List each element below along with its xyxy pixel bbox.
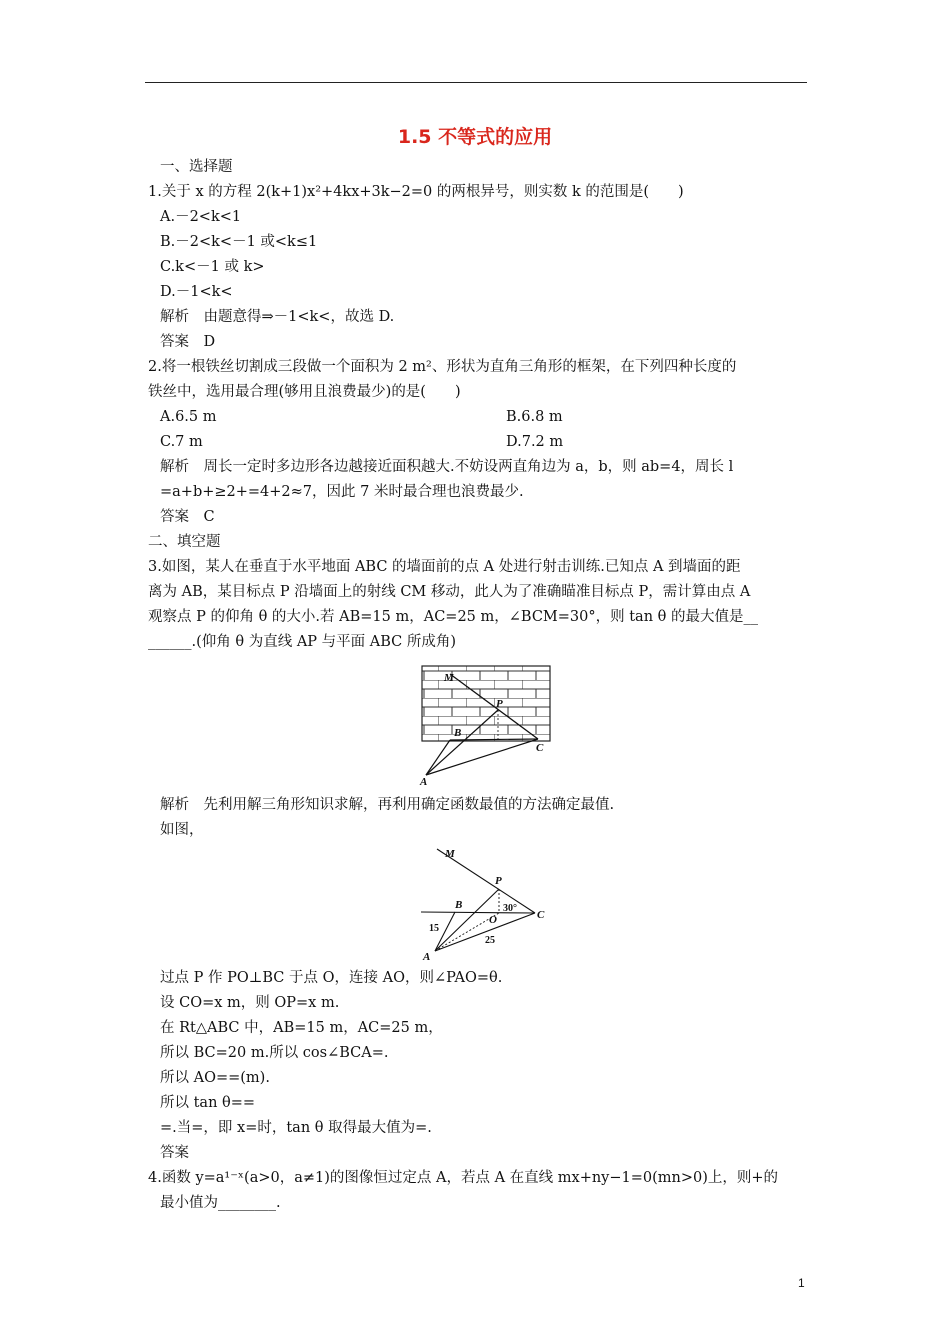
fig2-angle-30: 30° (503, 903, 517, 914)
q3-figure-diagram (415, 843, 555, 965)
fig1-label-a: A (420, 776, 428, 787)
fig2-label-a: A (423, 951, 431, 963)
q3-step6: 所以 tan θ== (160, 1095, 256, 1111)
fig2-label-m: M (445, 848, 455, 860)
q3-step2: 设 CO=x m，则 OP=x m. (160, 995, 340, 1011)
q1-option-c: C.k<－1 或 k> (160, 259, 265, 275)
fig2-label-p: P (495, 875, 502, 887)
fig1-label-m: M (444, 672, 454, 684)
fig1-label-p: P (496, 698, 503, 710)
fig1-label-c: C (536, 742, 544, 754)
q3-stem-line1: 3.如图，某人在垂直于水平地面 ABC 的墙面前的点 A 处进行射击训练.已知点 A 到墙面的距 (148, 559, 741, 575)
q3-analysis: 解析 先利用解三角形知识求解，再利用确定函数最值的方法确定最值. (160, 797, 615, 813)
q3-step1: 过点 P 作 PO⊥BC 于点 O，连接 AO，则∠PAO=θ. (160, 970, 503, 986)
q3-figure-wall (410, 662, 560, 787)
q4-stem-line2: 最小值为________. (160, 1195, 281, 1211)
q4-stem-line1: 4.函数 y=a¹⁻ˣ(a>0，a≠1)的图像恒过定点 A，若点 A 在直线 mx+ny−1=0(mn>0)上，则+的 (148, 1170, 779, 1186)
fig2-label-c: C (537, 909, 545, 921)
q2-analysis-line2: =a+b+≥2+=4+2≈7，因此 7 米时最合理也浪费最少. (160, 484, 524, 500)
q1-option-b: B.－2<k<－1 或<k≤1 (160, 234, 318, 250)
q2-option-a: A.6.5 m (160, 409, 217, 425)
q3-as-shown: 如图， (160, 822, 204, 838)
q3-answer: 答案 (160, 1145, 189, 1161)
q3-step5: 所以 AO==(m). (160, 1070, 270, 1086)
q2-stem-line2: 铁丝中，选用最合理(够用且浪费最少)的是( ) (148, 384, 461, 400)
q2-option-d: D.7.2 m (506, 434, 564, 450)
q2-option-c: C.7 m (160, 434, 203, 450)
q3-step3: 在 Rt△ABC 中，AB=15 m，AC=25 m， (160, 1020, 443, 1036)
q1-option-a: A.－2<k<1 (160, 209, 242, 225)
fig2-label-o: O (489, 914, 497, 926)
q2-answer: 答案 C (160, 509, 215, 525)
section-heading-choice: 一、选择题 (160, 159, 233, 175)
section-heading-fill: 二、填空题 (148, 534, 221, 550)
fig2-label-b: B (455, 899, 463, 911)
q2-stem-line1: 2.将一根铁丝切割成三段做一个面积为 2 m²、形状为直角三角形的框架，在下列四种长度的 (148, 359, 737, 375)
q2-analysis-line1: 解析 周长一定时多边形各边越接近面积越大.不妨设两直角边为 a，b，则 ab=4，周长 l (160, 459, 734, 475)
q3-stem-line2: 离为 AB，某目标点 P 沿墙面上的射线 CM 移动，此人为了准确瞄准目标点 P，需计算由点 A (148, 584, 751, 600)
q1-stem: 1.关于 x 的方程 2(k+1)x²+4kx+3k−2=0 的两根异号，则实数 k 的范围是( ) (148, 184, 684, 200)
q3-stem-line3: 观察点 P 的仰角 θ 的大小.若 AB=15 m，AC=25 m，∠BCM=30°，则 tan θ 的最大值是__ (148, 609, 758, 625)
q3-step7: =.当=，即 x=时，tan θ 取得最大值为=. (160, 1120, 432, 1136)
q1-option-d: D.－1<k< (160, 284, 233, 300)
fig2-length-25: 25 (485, 935, 495, 946)
page-title: 1.5 不等式的应用 (397, 126, 553, 148)
q1-answer: 答案 D (160, 334, 216, 350)
header-rule (145, 82, 807, 83)
q3-step4: 所以 BC=20 m.所以 cos∠BCA=. (160, 1045, 389, 1061)
page-number: 1 (798, 1276, 805, 1290)
q3-stem-line4: ______.(仰角 θ 为直线 AP 与平面 ABC 所成角) (148, 634, 457, 650)
fig1-label-b: B (454, 727, 462, 739)
fig2-length-15: 15 (429, 923, 439, 934)
q1-analysis: 解析 由题意得⇒－1<k<，故选 D. (160, 309, 395, 325)
q2-option-b: B.6.8 m (506, 409, 563, 425)
